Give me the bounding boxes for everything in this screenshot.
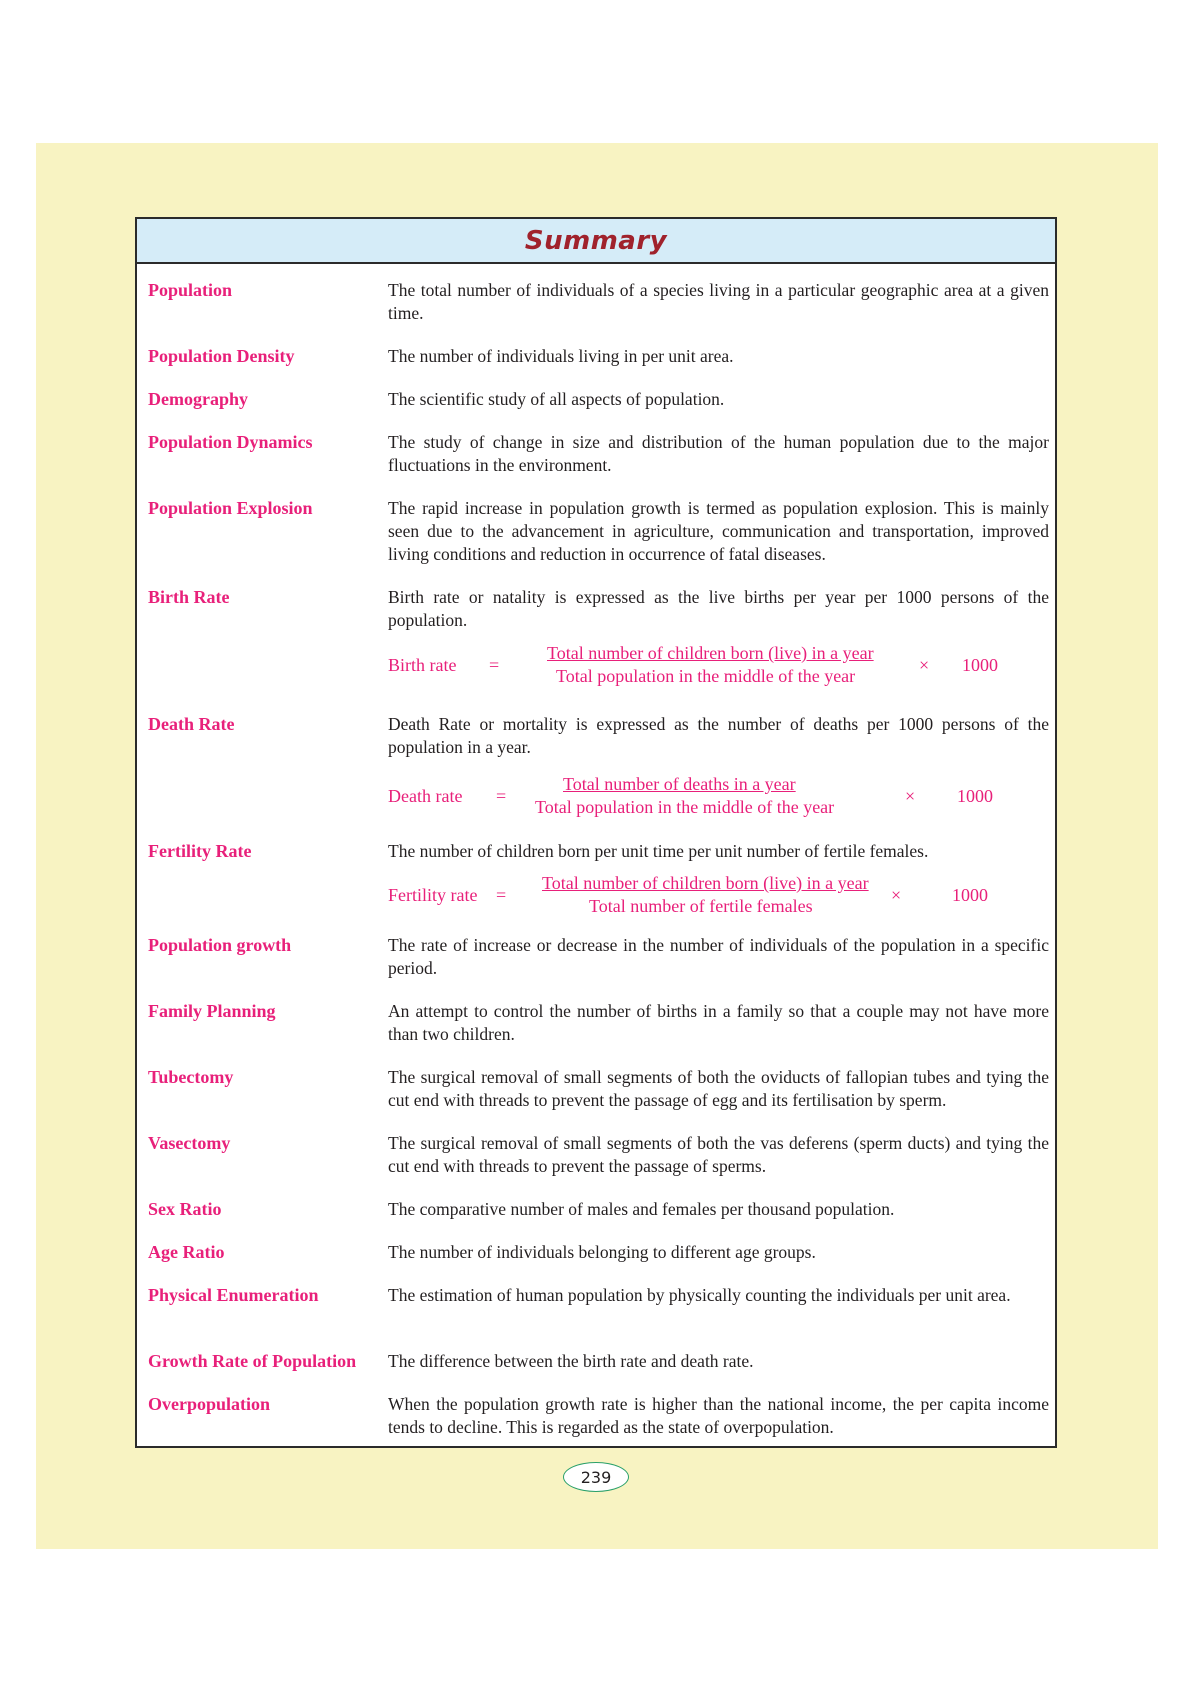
birth-rate-formula	[388, 643, 1028, 691]
term-definition: The surgical removal of small segments of both the vas deferens (sperm ducts) and tying the cut end with threads to prevent the passage of sperms.	[388, 1133, 1049, 1176]
term-definition: Death Rate or mortality is expressed as the number of deaths per 1000 persons of the population in a year.	[388, 714, 1049, 757]
term-label: Death Rate	[148, 714, 235, 734]
term-label: Family Planning	[148, 1001, 276, 1021]
term-definition: The number of individuals belonging to different age groups.	[388, 1242, 816, 1262]
formula-label: Birth rate	[388, 655, 457, 675]
formula-denominator: Total population in the middle of the year	[556, 666, 856, 686]
term-definition: The study of change in size and distribution of the human population due to the major fluctuations in the environment.	[388, 432, 1049, 475]
term-label: Sex Ratio	[148, 1199, 222, 1219]
term-label: Tubectomy	[148, 1067, 234, 1087]
formula-times: ×	[891, 885, 902, 905]
term-label: Population Explosion	[148, 498, 313, 518]
formula-label: Fertility rate	[388, 885, 478, 905]
formula-numerator: Total number of children born (live) in a year	[542, 873, 869, 893]
formula-numerator: Total number of deaths in a year	[563, 774, 796, 794]
term-definition: The total number of individuals of a species living in a particular geographic area at a given time.	[388, 280, 1049, 323]
term-definition: Birth rate or natality is expressed as the live births per year per 1000 persons of the population.	[388, 587, 1049, 630]
term-label: Physical Enumeration	[148, 1285, 319, 1305]
fertility-rate-formula	[388, 873, 1028, 921]
formula-numerator: Total number of children born (live) in a year	[547, 643, 874, 663]
term-definition: The scientific study of all aspects of population.	[388, 389, 725, 409]
term-label: Population growth	[148, 935, 292, 955]
summary-title: Summary	[524, 225, 668, 256]
term-label: Growth Rate of Population	[148, 1351, 357, 1371]
formula-denominator: Total population in the middle of the year	[535, 797, 835, 817]
formula-equals: =	[489, 655, 500, 675]
term-label: Population	[148, 280, 233, 300]
formula-times: ×	[905, 786, 916, 806]
term-label: Demography	[148, 389, 248, 409]
term-label: Overpopulation	[148, 1394, 271, 1414]
term-label: Vasectomy	[148, 1133, 231, 1153]
term-definition: The comparative number of males and females per thousand population.	[388, 1199, 895, 1219]
term-definition: The rapid increase in population growth is termed as population explosion. This is mainly seen due to the advancement in agriculture, communication and transportation, improved living conditions and reduction in occurrence of fatal diseases.	[388, 498, 1049, 564]
term-label: Population Dynamics	[148, 432, 313, 452]
term-definition: When the population growth rate is higher than the national income, the per capita income tends to decline. This is regarded as the state of overpopulation.	[388, 1394, 1049, 1437]
term-definition: The rate of increase or decrease in the number of individuals of the population in a specific period.	[388, 935, 1049, 978]
formula-multiplier: 1000	[962, 655, 998, 675]
formula-multiplier: 1000	[957, 786, 993, 806]
formula-denominator: Total number of fertile females	[589, 896, 813, 916]
term-label: Population Density	[148, 346, 295, 366]
summary-box	[135, 217, 1057, 1448]
formula-label: Death rate	[388, 786, 463, 806]
term-label: Birth Rate	[148, 587, 230, 607]
death-rate-formula	[388, 774, 1028, 822]
term-definition: The surgical removal of small segments of both the oviducts of fallopian tubes and tying the cut end with threads to prevent the passage of egg and its fertilisation by sperm.	[388, 1067, 1049, 1110]
term-definition: The estimation of human population by physically counting the individuals per unit area.	[388, 1285, 1011, 1305]
summary-rows	[137, 264, 1055, 1448]
term-label: Age Ratio	[148, 1242, 225, 1262]
formula-times: ×	[919, 655, 930, 675]
term-label: Fertility Rate	[148, 841, 252, 861]
formula-equals: =	[496, 885, 507, 905]
term-definition: An attempt to control the number of births in a family so that a couple may not have more than two children.	[388, 1001, 1049, 1044]
formula-multiplier: 1000	[952, 885, 988, 905]
term-definition: The difference between the birth rate and death rate.	[388, 1351, 754, 1371]
summary-header	[137, 219, 1055, 264]
formula-equals: =	[496, 786, 507, 806]
page-number: 239	[563, 1462, 629, 1492]
term-definition: The number of children born per unit time per unit number of fertile females.	[388, 841, 929, 861]
term-definition: The number of individuals living in per unit area.	[388, 346, 734, 366]
